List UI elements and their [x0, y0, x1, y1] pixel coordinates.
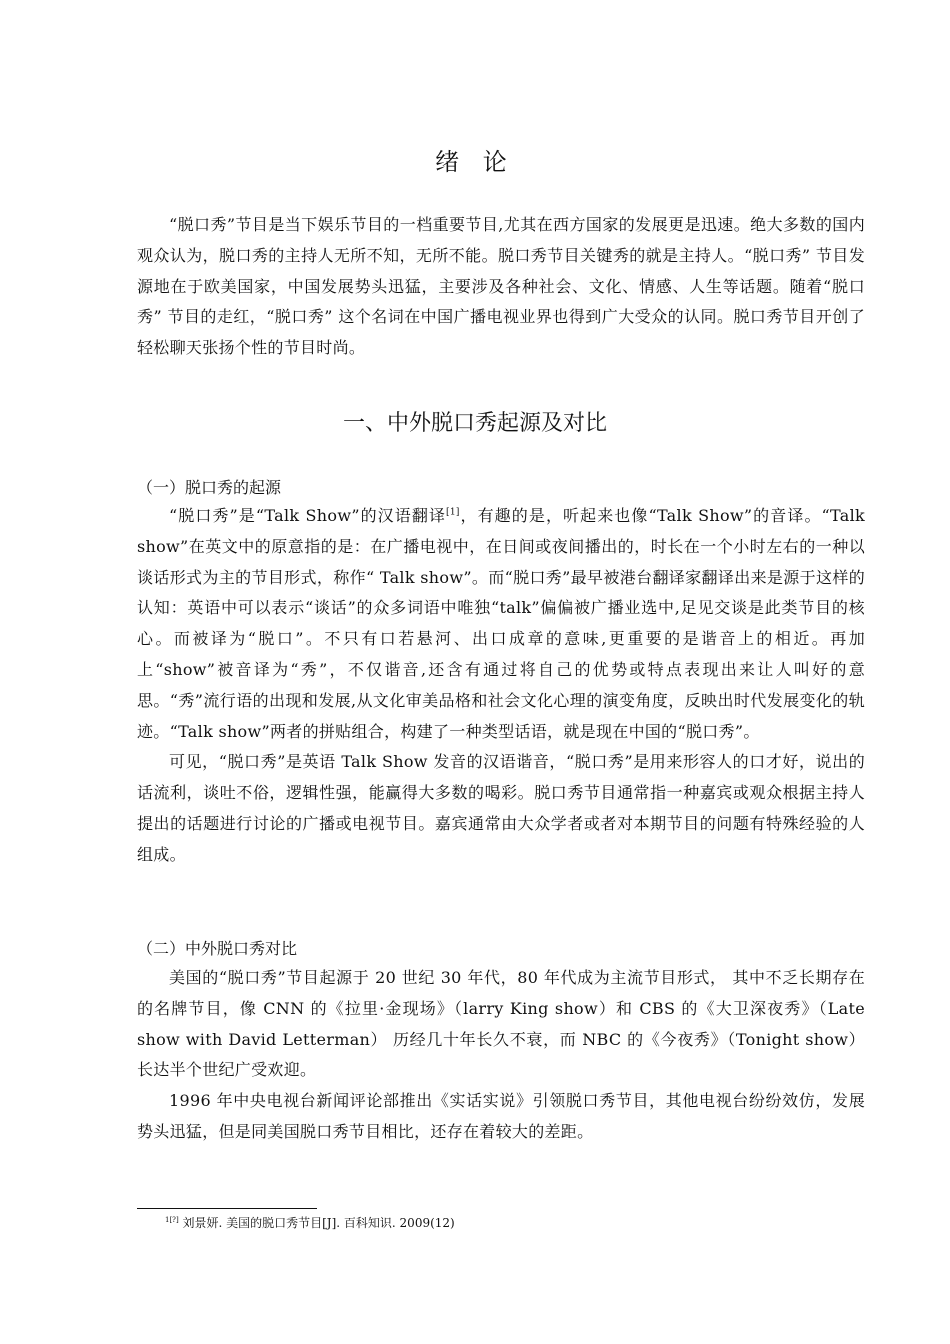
comparison-paragraph-1: 美国的“脱口秀”节目起源于 20 世纪 30 年代，80 年代成为主流节目形式， 其中不乏长期存在的名牌节目，像 CNN 的《拉里·金现场》（larry King show）和 CBS 的《大卫深夜秀》（Late show with David Letterman） 历经几十年长久不衰，而 NBC 的《今夜秀》（Tonight show）长达半个世纪广受欢迎。 — [137, 968, 865, 1080]
footnote-marker: 1[?] — [165, 1216, 179, 1224]
origin-text-end: ，有趣的是，听起来也像“Talk Show”的音译。“Talk show”在英文中的原意指的是：在广播电视中，在日间或夜间播出的，时长在一个小时左右的一种以谈话形式为主的节目形式，称作“ Talk show”。而“脱口秀”最早被港台翻译家翻译出来是源于这样的认知：英语中可以表示“谈话”的众多词语中唯独“talk”偏偏被广播业选中,足见交谈是此类节目的核心。而被译为“脱口”。不只有口若悬河、出口成章的意味,更重要的是谐音上的相近。再加上“show”被音译为“秀”，不仅谐音,还含有通过将自己的优势或特点表现出来让人叫好的意思。“秀”流行语的出现和发展,从文化审美品格和社会文化心理的演变角度，反映出时代发展变化的轨迹。“Talk show”两者的拼贴组合，构建了一种类型话语，就是现在中国的“脱口秀”。 — [137, 506, 865, 741]
section-heading: 一、中外脱口秀起源及对比 — [342, 411, 607, 436]
subsection-heading-comparison: （二）中外脱口秀对比 — [137, 939, 298, 958]
origin-paragraph-1 — [137, 501, 865, 747]
intro-section — [137, 210, 865, 364]
origin-text-start: “脱口秀”是“Talk Show”的汉语翻译 — [169, 506, 447, 525]
page-title: 绪 论 — [435, 148, 515, 176]
footnote-text: 刘景妍. 美国的脱口秀节目[J]. 百科知识. 2009(12) — [178, 1216, 455, 1230]
footnote — [165, 1215, 455, 1231]
citation-reference[interactable]: [1] — [446, 507, 460, 518]
intro-paragraph: “脱口秀”节目是当下娱乐节目的一档重要节目,尤其在西方国家的发展更是迅速。绝大多数的国内观众认为，脱口秀的主持人无所不知，无所不能。脱口秀节目关键秀的就是主持人。“脱口秀” 节目发源地在于欧美国家，中国发展势头迅猛，主要涉及各种社会、文化、情感、人生等话题。随着“脱口秀” 节目的走红，“脱口秀” 这个名词在中国广播电视业界也得到广大受众的认同。脱口秀节目开创了轻松聊天张扬个性的节目时尚。 — [137, 215, 865, 358]
comparison-paragraph-2: 1996 年中央电视台新闻评论部推出《实话实说》引领脱口秀节目，其他电视台纷纷效仿，发展势头迅猛，但是同美国脱口秀节目相比，还存在着较大的差距。 — [137, 1091, 865, 1141]
origin-paragraph-2: 可见，“脱口秀”是英语 Talk Show 发音的汉语谐音，“脱口秀”是用来形容人的口才好，说出的话流利，谈吐不俗，逻辑性强，能赢得大多数的喝彩。脱口秀节目通常指一种嘉宾或观众根据主持人提出的话题进行讨论的广播或电视节目。嘉宾通常由大众学者或者对本期节目的问题有特殊经验的人组成。 — [137, 752, 865, 864]
comparison-section — [137, 963, 865, 1148]
origin-section — [137, 501, 865, 871]
footnote-divider — [137, 1208, 317, 1209]
subsection-heading-origin: （一）脱口秀的起源 — [137, 478, 282, 497]
